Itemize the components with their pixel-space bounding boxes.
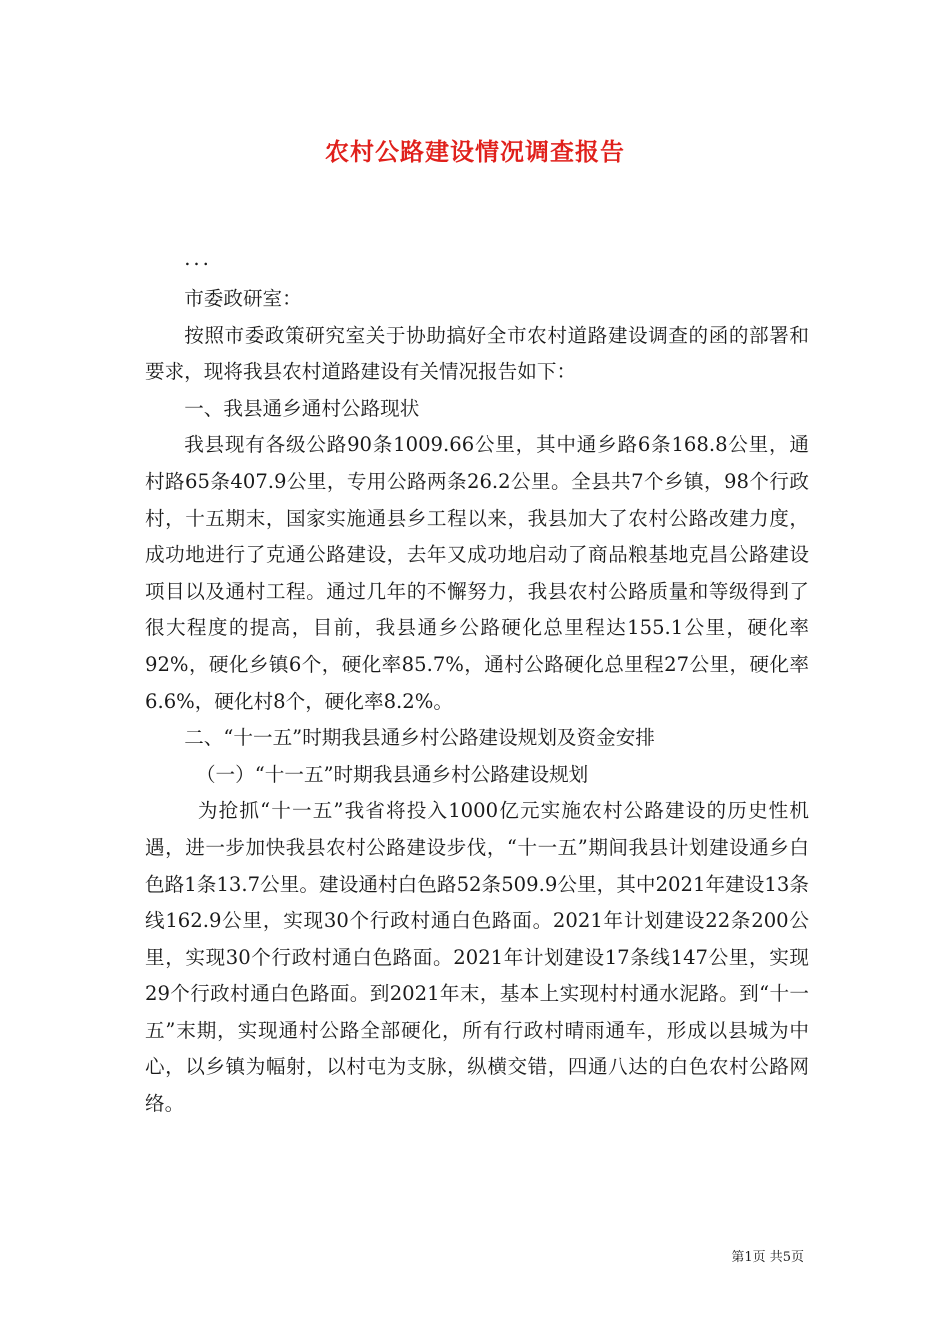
addressee: 市委政研室：	[184, 287, 302, 310]
subsection-heading-1: （一）“十一五”时期我县通乡村公路建设规划	[195, 762, 589, 786]
page-number: 第1页 共5页	[731, 1250, 804, 1265]
paragraph-intro: 按照市委政策研究室关于协助搞好全市农村道路建设调查的函的部署和要求，现将我县农村道路建设有关情况报告如下：	[145, 323, 809, 384]
section-heading-1: 一、我县通乡通村公路现状	[184, 396, 420, 420]
paragraph-status: 我县现有各级公路90条1009.66公里，其中通乡路6条168.8公里，通村路65条407.9公里，专用公路两条26.2公里。全县共7个乡镇，98个行政村，十五期末，国家实施通县乡工程以来，我县加大了农村公路改建力度，成功地进行了克通公路建设，去年又成功地启动了商品粮基地克昌公路建设项目以及通村工程。通过几年的不懈努力，我县农村公路质量和等级得到了很大程度的提高，目前，我县通乡公路硬化总里程达155.1公里，硬化率92%，硬化乡镇6个，硬化率85.7%，通村公路硬化总里程27公里，硬化率6.6%，硬化村8个，硬化率8.2%。	[145, 433, 809, 713]
document-body	[145, 244, 809, 1123]
document-title: 农村公路建设情况调查报告	[325, 137, 625, 166]
paragraph-plan: 为抢抓“十一五”我省将投入1000亿元实施农村公路建设的历史性机遇，进一步加快我县农村公路建设步伐，“十一五”期间我县计划建设通乡白色路1条13.7公里。建设通村白色路52条509.9公里，其中2021年建设13条线162.9公里，实现30个行政村通白色路面。2021年计划建设22条200公里，实现30个行政村通白色路面。2021年计划建设17条线147公里，实现29个行政村通白色路面。到2021年末，基本上实现村村通水泥路。到“十一五”末期，实现通村公路全部硬化，所有行政村晴雨通车，形成以县城为中心，以乡镇为幅射，以村屯为支脉，纵横交错，四通八达的白色农村公路网络。	[145, 799, 809, 1116]
ellipsis-text: ...	[184, 247, 212, 270]
section-heading-2: 二、“十一五”时期我县通乡村公路建设规划及资金安排	[184, 726, 655, 750]
